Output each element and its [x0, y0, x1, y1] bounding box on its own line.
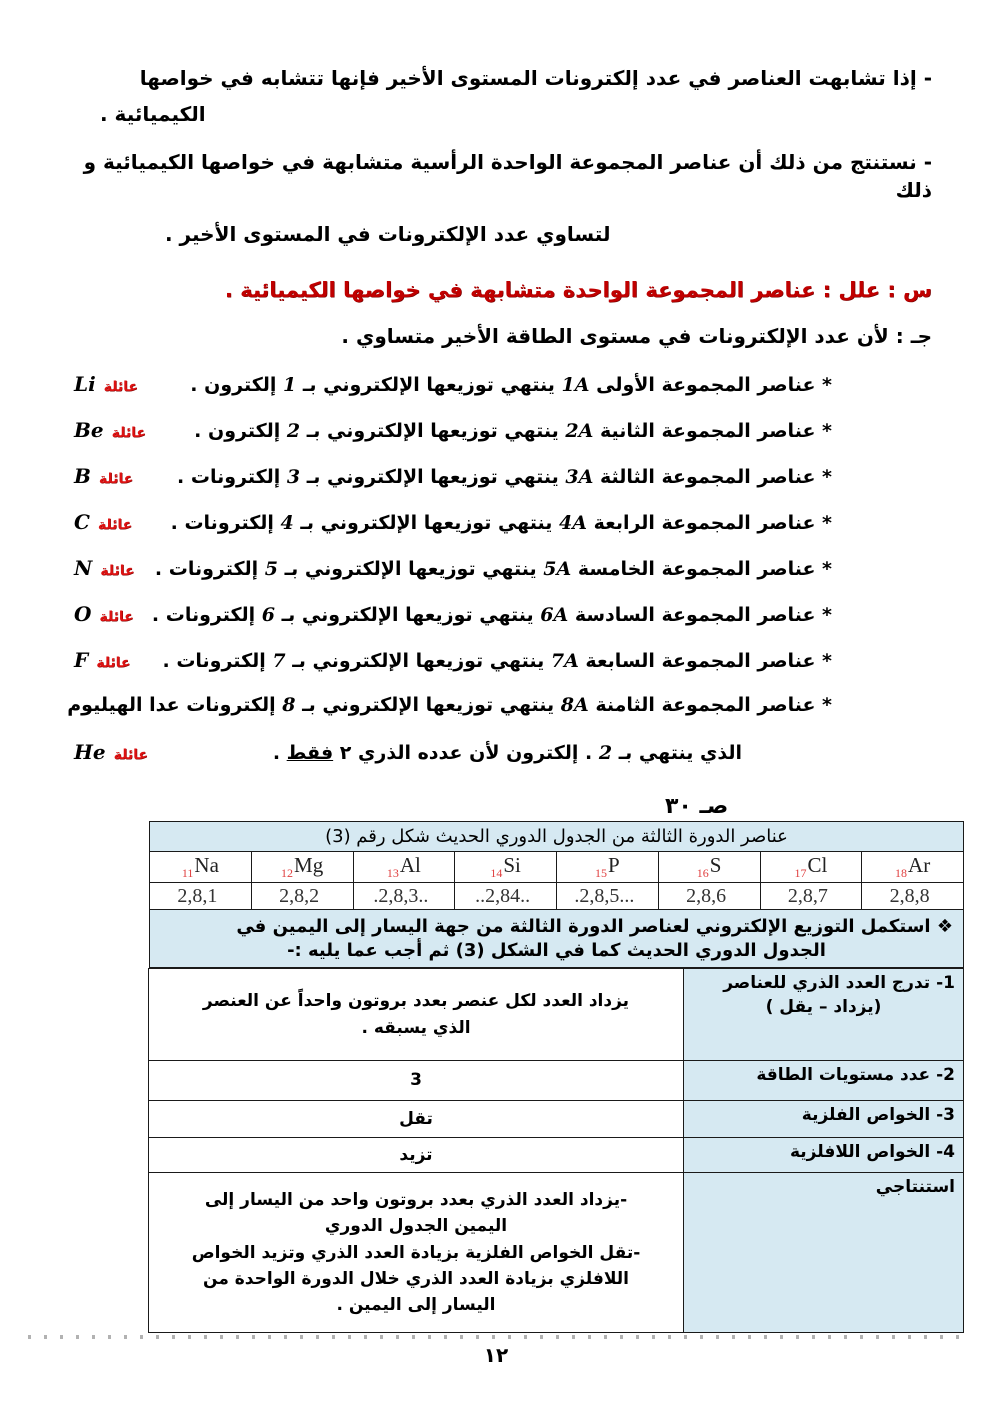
element-cell	[251, 852, 353, 883]
qa-question-line: (يزداد – يقل )	[765, 997, 882, 1017]
qa-question-cell	[684, 1173, 964, 1333]
qa-question-cell	[684, 1138, 964, 1173]
element-symbol: Si	[503, 852, 521, 877]
qa-question-line: 1- تدرج العدد الذري للعناصر	[723, 973, 955, 993]
qa-answer-line: 3	[410, 1070, 422, 1091]
qa-answer-line: تزيد	[399, 1145, 433, 1165]
group-mid: ينتهي توزيعها الإلكتروني بـ	[295, 694, 561, 716]
electron-count: 6	[261, 604, 276, 626]
element-cell	[658, 852, 760, 883]
helium-pre: الذي ينتهي بـ	[612, 742, 742, 764]
group-text	[155, 558, 832, 580]
qa-row	[149, 1173, 964, 1333]
family-word: عائلة	[111, 425, 146, 441]
atomic-number: 11	[181, 866, 194, 881]
family-label	[74, 372, 138, 396]
star-bullet: *	[815, 558, 832, 580]
intro-p1-line1: - إذا تشابهت العناصر في عدد إلكترونات المستوى الأخير فإنها تتشابه في خواصها	[139, 66, 932, 90]
family-label	[74, 740, 148, 764]
family-element: Be	[74, 418, 104, 442]
element-cell	[557, 852, 659, 883]
electron-count: 3	[286, 466, 301, 488]
instruction-line2: الجدول الدوري الحديث كما في الشكل (3) ثم أجب عما يليه :-	[287, 940, 826, 961]
helium-continuation	[60, 740, 932, 786]
star-bullet: *	[815, 420, 832, 442]
qa-answer-line: اليسار إلى اليمين .	[336, 1295, 496, 1316]
period3-elements-table	[149, 821, 964, 968]
qa-answer-cell	[149, 969, 684, 1061]
qa-table	[148, 968, 964, 1333]
family-element: F	[74, 648, 89, 672]
intro-p1-line2: الكيميائية .	[100, 102, 206, 126]
table-title: عناصر الدورة الثالثة من الجدول الدوري الحديث شكل رقم (3)	[150, 822, 964, 852]
question-heading: س : علل : عناصر المجموعة الواحدة متشابهة في خواصها الكيميائية .	[224, 278, 932, 302]
element-cell	[862, 852, 964, 883]
qa-answer-line: الذي يسبقه .	[361, 1017, 471, 1038]
electron-config: 2,8,2	[251, 883, 353, 910]
qa-answer-cell	[149, 1138, 684, 1173]
family-element: B	[74, 464, 91, 488]
qa-question-line: 4- الخواص اللافلزية	[789, 1142, 955, 1162]
group-name: عناصر المجموعة الثالثة	[593, 466, 816, 488]
family-word: عائلة	[103, 379, 138, 395]
group-code: 3A	[565, 466, 594, 488]
qa-question-line: 3- الخواص الفلزية	[801, 1105, 955, 1125]
qa-question-cell	[684, 1061, 964, 1101]
qa-row	[149, 1061, 964, 1101]
electron-count: 7	[272, 650, 286, 672]
group-item	[60, 372, 932, 418]
group-mid: ينتهي توزيعها الإلكتروني بـ	[300, 466, 566, 488]
element-cell	[455, 852, 557, 883]
group-mid: ينتهي توزيعها الإلكتروني بـ	[296, 374, 562, 396]
group-mid: ينتهي توزيعها الإلكتروني بـ	[285, 650, 551, 672]
group-name: عناصر المجموعة الثانية	[593, 420, 816, 442]
group-tail: إلكترونات .	[162, 650, 273, 672]
group-tail: إلكترونات .	[151, 604, 262, 626]
atomic-number: 14	[490, 866, 503, 881]
helium-num: 2	[598, 742, 613, 764]
family-element: Li	[74, 372, 96, 396]
helium-end: .	[272, 742, 287, 764]
family-element: N	[74, 556, 93, 580]
atomic-number: 17	[794, 866, 807, 881]
electron-config: 2,8,7	[760, 883, 862, 910]
family-label	[74, 510, 132, 534]
group-code: 7A	[550, 650, 579, 672]
group-item	[60, 510, 932, 556]
page-ref-marker: صـ ٣٠	[665, 794, 729, 819]
group-code: 2A	[565, 420, 594, 442]
helium-mid: . إلكترون لأن عدده الذري ٢	[333, 742, 599, 764]
family-label	[74, 648, 131, 672]
intro-p2-line1: - نستنتج من ذلك أن عناصر المجموعة الواحدة الرأسية متشابهة في خواصها الكيميائية و ذلك	[83, 150, 932, 202]
element-cell	[760, 852, 862, 883]
element-symbol: Ar	[908, 852, 931, 877]
family-label	[74, 418, 146, 442]
family-word: عائلة	[98, 471, 134, 487]
atomic-number: 13	[386, 866, 399, 881]
electron-config: 2,8,6	[658, 883, 760, 910]
family-word: عائلة	[96, 655, 131, 671]
family-word: عائلة	[99, 609, 134, 625]
group-code: 6A	[540, 604, 569, 626]
group-name: عناصر المجموعة السابعة	[578, 650, 816, 672]
electron-config: 2,8,8	[862, 883, 964, 910]
group-item	[60, 464, 932, 510]
group-code: 5A	[543, 558, 572, 580]
element-symbol: S	[709, 852, 722, 877]
group-code: 1A	[561, 374, 590, 396]
instruction-line1: ❖ استكمل التوزيع الإلكتروني لعناصر الدورة الثالثة من جهة اليسار إلى اليمين في	[236, 916, 953, 937]
group-name: عناصر المجموعة السادسة	[568, 604, 816, 626]
group-item	[60, 602, 932, 648]
qa-answer-line: تقل	[399, 1108, 433, 1129]
qa-question-line: 2- عدد مستويات الطاقة	[756, 1065, 955, 1085]
family-word: عائلة	[113, 747, 148, 763]
family-element: He	[74, 740, 106, 764]
group-name: عناصر المجموعة الخامسة	[571, 558, 816, 580]
star-bullet: *	[815, 374, 832, 396]
qa-answer-cell	[149, 1173, 684, 1333]
qa-question-line: استنتاجي	[875, 1177, 955, 1198]
qa-answer-line: اللافلزي بزيادة العدد الذري خلال الدورة الواحدة من	[203, 1269, 629, 1290]
family-word: عائلة	[100, 563, 135, 579]
group-code: 8A	[560, 694, 589, 716]
electron-count: 2	[286, 420, 301, 442]
group-tail: إلكترونات .	[177, 466, 287, 488]
electron-config: .2,8,3..	[353, 883, 455, 910]
group-tail: إلكترونات عدا الهيليوم	[67, 694, 283, 716]
electron-config: 2,8,1	[150, 883, 252, 910]
qa-answer-cell	[149, 1061, 684, 1101]
intro-paragraph-1	[60, 64, 932, 128]
element-symbols-row	[150, 852, 964, 883]
qa-answer-line: -يزداد العدد الذري بعدد بروتون واحد من اليسار إلى	[204, 1189, 628, 1210]
cutoff-text-strip	[28, 1335, 964, 1339]
electron-count: 5	[264, 558, 279, 580]
instruction-cell	[150, 910, 964, 968]
table-title-row	[150, 822, 964, 852]
atomic-number: 15	[595, 866, 608, 881]
family-word: عائلة	[97, 517, 133, 533]
star-bullet: *	[815, 512, 832, 534]
atomic-number: 18	[895, 866, 908, 881]
qa-row	[149, 1138, 964, 1173]
element-symbol: Mg	[294, 852, 324, 877]
element-symbol: Al	[399, 852, 421, 877]
group-item	[60, 694, 932, 740]
group-text	[177, 466, 832, 488]
page-number: ١٢	[483, 1343, 509, 1368]
family-label	[74, 556, 135, 580]
group-item	[60, 556, 932, 602]
element-symbol: Cl	[807, 852, 828, 877]
group-text	[171, 512, 832, 534]
element-cell	[353, 852, 455, 883]
group-tail: إلكترونات .	[154, 558, 265, 580]
electron-config: .2,8,5...	[557, 883, 659, 910]
group-name: عناصر المجموعة الأولى	[589, 374, 816, 396]
group-text	[67, 694, 832, 716]
element-symbol: P	[608, 852, 620, 877]
group-mid: ينتهي توزيعها الإلكتروني بـ	[300, 420, 566, 442]
star-bullet: *	[815, 650, 832, 672]
qa-row	[149, 1101, 964, 1138]
group-item	[60, 418, 932, 464]
group-name: عناصر المجموعة الثامنة	[588, 694, 816, 716]
electron-count: 1	[283, 374, 297, 396]
electron-config-row	[150, 883, 964, 910]
group-text	[152, 604, 832, 626]
element-cell	[150, 852, 252, 883]
group-name: عناصر المجموعة الرابعة	[586, 512, 816, 534]
group-item	[60, 648, 932, 694]
intro-paragraph-2	[60, 148, 932, 248]
qa-answer-line: -تقل الخواص الفلزية بزيادة العدد الذري وتزيد الخواص	[191, 1242, 641, 1263]
group-mid: ينتهي توزيعها الإلكتروني بـ	[275, 604, 541, 626]
group-tail: إلكترون .	[190, 374, 284, 396]
qa-question-cell	[684, 1101, 964, 1138]
group-tail: إلكترونات .	[170, 512, 281, 534]
group-code: 4A	[558, 512, 587, 534]
qa-answer-line: اليمين الجدول الدوري	[324, 1216, 508, 1237]
qa-question-cell	[684, 969, 964, 1061]
atomic-number: 12	[281, 866, 294, 881]
qa-answer-line: يزداد العدد لكل عنصر بعدد بروتون واحداً عن العنصر	[202, 991, 630, 1012]
group-tail: إلكترون .	[194, 420, 287, 442]
group-mid: ينتهي توزيعها الإلكتروني بـ	[293, 512, 559, 534]
group-list	[60, 372, 932, 786]
instruction-row	[150, 910, 964, 968]
electron-count: 8	[282, 694, 296, 716]
star-bullet: *	[815, 604, 832, 626]
family-label	[74, 464, 133, 488]
intro-p2-line2: لتساوي عدد الإلكترونات في المستوى الأخير .	[165, 222, 611, 246]
group-text	[194, 420, 832, 442]
atomic-number: 16	[696, 866, 709, 881]
star-bullet: *	[815, 694, 832, 716]
qa-answer-cell	[149, 1101, 684, 1138]
family-element: C	[74, 510, 90, 534]
group-text	[162, 650, 832, 672]
element-symbol: Na	[194, 852, 219, 877]
star-bullet: *	[815, 466, 832, 488]
qa-row	[149, 969, 964, 1061]
electron-config: ..2,84..	[455, 883, 557, 910]
answer-line: جـ : لأن عدد الإلكترونات في مستوى الطاقة الأخير متساوي .	[341, 324, 932, 348]
family-element: O	[74, 602, 92, 626]
electron-count: 4	[280, 512, 294, 534]
group-mid: ينتهي توزيعها الإلكتروني بـ	[278, 558, 544, 580]
helium-text	[273, 742, 742, 764]
helium-only-word: فقط	[286, 742, 334, 764]
group-text	[190, 374, 832, 396]
family-label	[74, 602, 134, 626]
